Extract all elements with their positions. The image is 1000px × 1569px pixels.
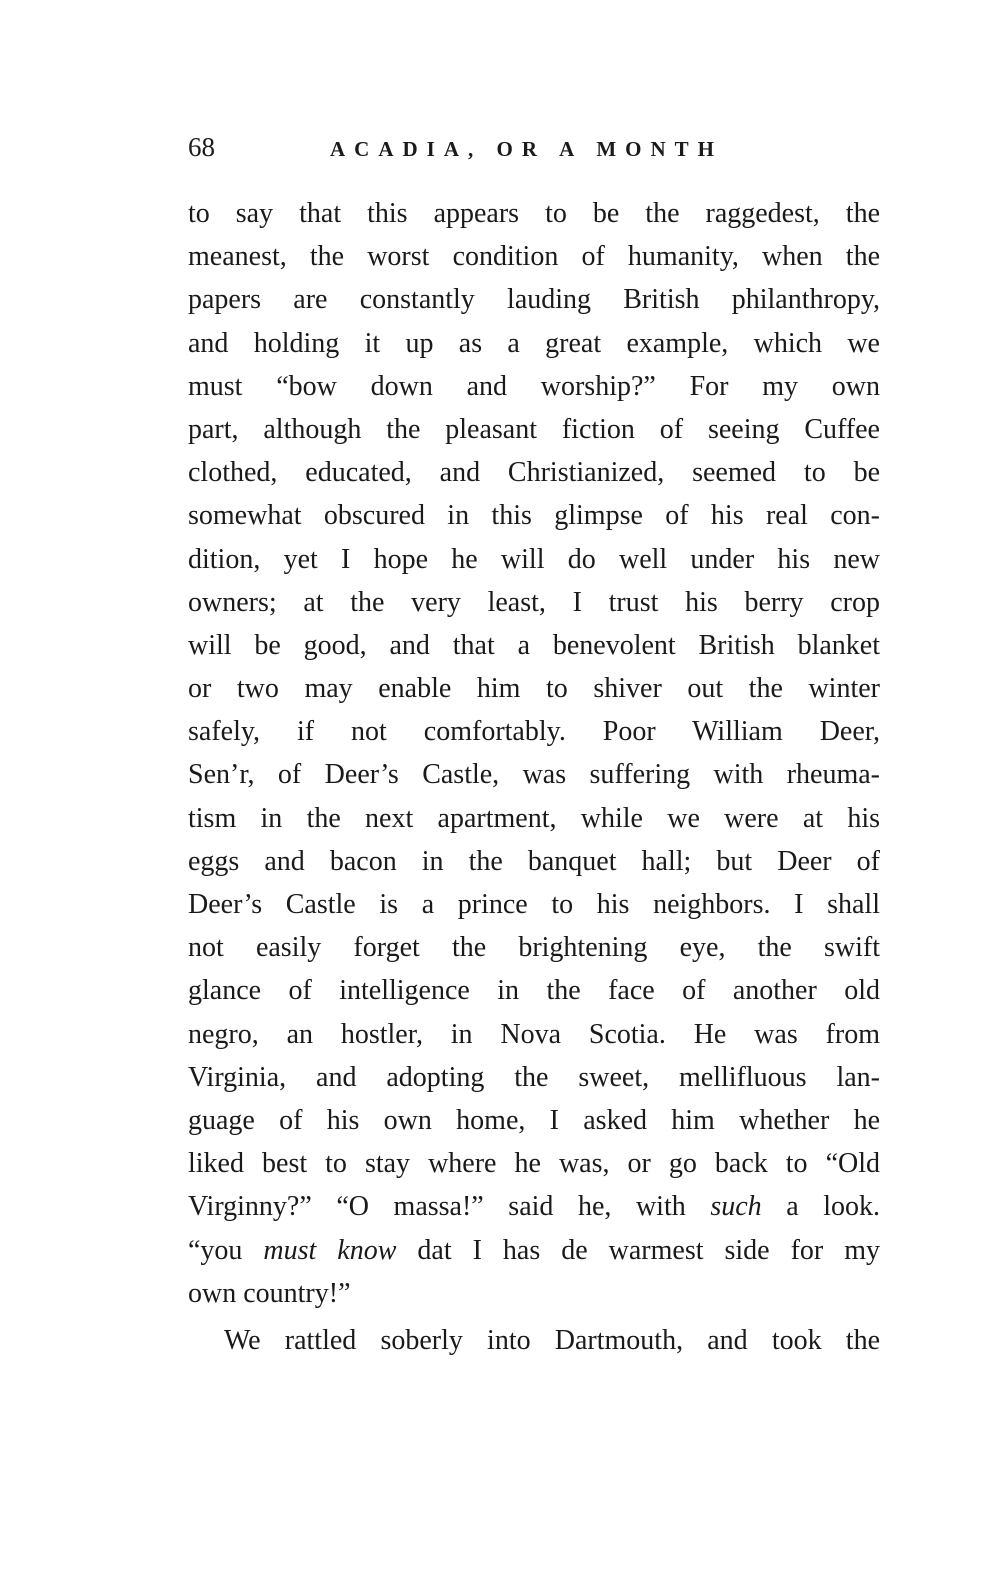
text-line: eggs and bacon in the banquet hall; but Deer of bbox=[188, 845, 880, 877]
text-line: not easily forget the brightening eye, the swift bbox=[188, 932, 880, 964]
text-line: safely, if not comfortably. Poor William Deer, bbox=[188, 716, 880, 748]
text-line: owners; at the very least, I trust his berry crop bbox=[188, 586, 880, 618]
text-line: Deer’s Castle is a prince to his neighbors. I shall bbox=[188, 889, 880, 920]
italic-emphasis: must know bbox=[263, 1234, 397, 1266]
text-line: will be good, and that a benevolent British blanket bbox=[188, 629, 880, 661]
text-line: to say that this appears to be the raggedest, the bbox=[188, 198, 880, 229]
text-line: must “bow down and worship?” For my own bbox=[188, 370, 880, 402]
text-line: negro, an hostler, in Nova Scotia. He was from bbox=[188, 1018, 880, 1050]
text-line: papers are constantly lauding British philanthropy, bbox=[188, 284, 880, 316]
text-line: somewhat obscured in this glimpse of his real con- bbox=[188, 500, 880, 532]
text-line: glance of intelligence in the face of another old bbox=[188, 975, 880, 1007]
body-text bbox=[188, 192, 880, 1362]
page-number: 68 bbox=[188, 132, 215, 162]
text-line: guage of his own home, I asked him whether he bbox=[188, 1104, 880, 1136]
paragraph-end-line: own country!” bbox=[188, 1277, 351, 1309]
italic-emphasis: such bbox=[710, 1191, 762, 1223]
text-line: Virginia, and adopting the sweet, mellifluous lan- bbox=[188, 1061, 880, 1093]
line-segment: Virginny?” “O massa!” said he, with bbox=[188, 1191, 711, 1223]
text-line: clothed, educated, and Christianized, seemed to be bbox=[188, 457, 880, 489]
running-title: ACADIA, OR A MONTH bbox=[330, 137, 724, 161]
paragraph-start-line: We rattled soberly into Dartmouth, and took the bbox=[224, 1324, 880, 1356]
text-line: liked best to stay where he was, or go back to “Old bbox=[188, 1148, 880, 1180]
text-line: Sen’r, of Deer’s Castle, was suffering with rheuma- bbox=[188, 759, 880, 791]
text-line: and holding it up as a great example, which we bbox=[188, 327, 880, 359]
line-segment: dat I has de warmest side for my bbox=[396, 1234, 880, 1266]
text-line: part, although the pleasant fiction of seeing Cuffee bbox=[188, 413, 880, 445]
text-line: or two may enable him to shiver out the winter bbox=[188, 673, 880, 705]
text-line: dition, yet I hope he will do well under his new bbox=[188, 543, 880, 575]
text-line bbox=[188, 1229, 880, 1272]
text-line bbox=[188, 1185, 880, 1228]
text-line: tism in the next apartment, while we were at his bbox=[188, 802, 880, 834]
text-line: meanest, the worst condition of humanity, when the bbox=[188, 241, 880, 273]
running-head bbox=[188, 130, 888, 170]
line-segment: a look. bbox=[761, 1191, 880, 1223]
line-segment: “you bbox=[188, 1234, 264, 1266]
